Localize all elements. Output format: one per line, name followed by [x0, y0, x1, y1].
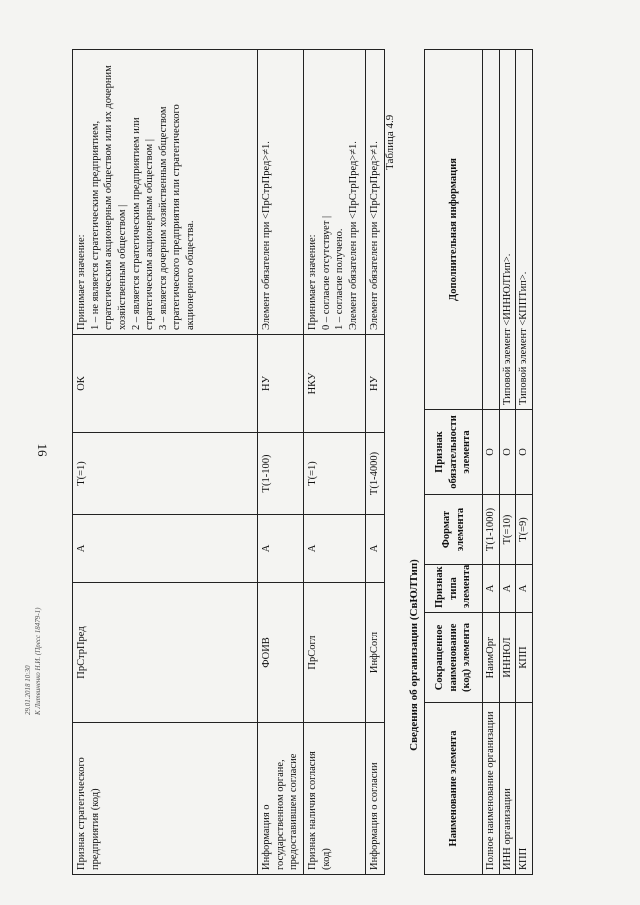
- info-line: 1 – согласие получено.: [334, 228, 346, 330]
- rotated-page-content: [72, 30, 552, 875]
- column-header: Признак типа элемента: [425, 565, 483, 613]
- element-format: Т(=10): [499, 495, 516, 565]
- element-name: Признак наличия согласия (код): [303, 723, 365, 875]
- info-line: Элемент обязателен при <ПрСтрПред>≠1.: [347, 141, 359, 330]
- info-line: 2 – является стратегическим предприятием или стратегическим акционерным обществом |: [130, 117, 156, 330]
- element-type: А: [365, 515, 384, 583]
- column-header: Формат элемента: [425, 495, 483, 565]
- info-line: Принимает значение:: [306, 234, 318, 330]
- table-row: [73, 50, 258, 875]
- element-name: КПП: [516, 703, 533, 875]
- element-required: НКУ: [303, 335, 365, 433]
- element-required: О: [499, 410, 516, 495]
- element-required: О: [516, 410, 533, 495]
- element-type: А: [258, 515, 304, 583]
- info-line: Элемент обязателен при <ПрСтрПред>≠1.: [368, 141, 380, 330]
- element-info: [483, 50, 500, 410]
- element-name: Информация о согласии: [365, 723, 384, 875]
- stamp-line: К Литвиненко Н.И. (Пресс 18479-1): [33, 607, 42, 715]
- element-info: [365, 50, 384, 335]
- element-code: ПрСтрПред: [73, 583, 258, 723]
- elements-table-continued: [72, 49, 385, 875]
- element-type: А: [516, 565, 533, 613]
- column-header: Сокращенное наименование (код) элемента: [425, 613, 483, 703]
- element-code: ИнфСогл: [365, 583, 384, 723]
- element-code: КПП: [516, 613, 533, 703]
- element-format: Т(=1): [303, 433, 365, 515]
- element-code: ИННЮЛ: [499, 613, 516, 703]
- print-stamp: [24, 575, 44, 715]
- element-info: [303, 50, 365, 335]
- element-format: Т(=1): [73, 433, 258, 515]
- stamp-line: 29.01.2018 10:30: [24, 665, 32, 715]
- element-info: Типовой элемент <ИННЮЛТип>.: [499, 50, 516, 410]
- table-row: [499, 50, 516, 875]
- element-required: НУ: [258, 335, 304, 433]
- table-row: [303, 50, 365, 875]
- table-row: [365, 50, 384, 875]
- table-row: [258, 50, 304, 875]
- table-row: [516, 50, 533, 875]
- element-format: Т(1-100): [258, 433, 304, 515]
- element-name: Полное наименование организации: [483, 703, 500, 875]
- info-line: Элемент обязателен при <ПрСтрПред>≠1.: [261, 141, 272, 330]
- element-name: Информация о государственном органе, предоставившем согласие: [258, 723, 304, 875]
- element-format: Т(=9): [516, 495, 533, 565]
- element-type: А: [303, 515, 365, 583]
- element-info: [73, 50, 258, 335]
- info-line: 0 – согласие отсутствует |: [320, 215, 332, 330]
- column-header: Наименование элемента: [425, 703, 483, 875]
- page-number: 16: [35, 443, 50, 457]
- element-type: А: [483, 565, 500, 613]
- info-line: 3 – является дочерним хозяйственным обществом стратегического предприятия или стратегического акционерного общества.: [157, 104, 197, 330]
- element-code: ФОИВ: [258, 583, 304, 723]
- info-line: 1 – не является стратегическим предприятием, стратегическим акционерным обществом или их дочерним хозяйственным обществом |: [89, 65, 128, 330]
- element-format: Т(1-1000): [483, 495, 500, 565]
- element-required: ОК: [73, 335, 258, 433]
- element-info: Типовой элемент <КППТип>.: [516, 50, 533, 410]
- element-format: Т(1-4000): [365, 433, 384, 515]
- organization-info-table: [424, 49, 533, 875]
- element-name: Признак стратегического предприятия (код): [73, 723, 258, 875]
- table-title: Сведения об организации (СвЮЛТип): [408, 559, 420, 751]
- table-row: [483, 50, 500, 875]
- column-header: Дополнительная информация: [425, 50, 483, 410]
- element-type: А: [73, 515, 258, 583]
- element-required: НУ: [365, 335, 384, 433]
- table-caption: Таблица 4.9: [384, 114, 396, 170]
- element-name: ИНН организации: [499, 703, 516, 875]
- element-required: О: [483, 410, 500, 495]
- element-type: А: [499, 565, 516, 613]
- element-code: НаимОрг: [483, 613, 500, 703]
- info-line: Принимает значение:: [76, 234, 87, 330]
- element-info: [258, 50, 304, 335]
- column-header: Признак обязательности элемента: [425, 410, 483, 495]
- table-header-row: [425, 50, 483, 875]
- element-code: ПрСогл: [303, 583, 365, 723]
